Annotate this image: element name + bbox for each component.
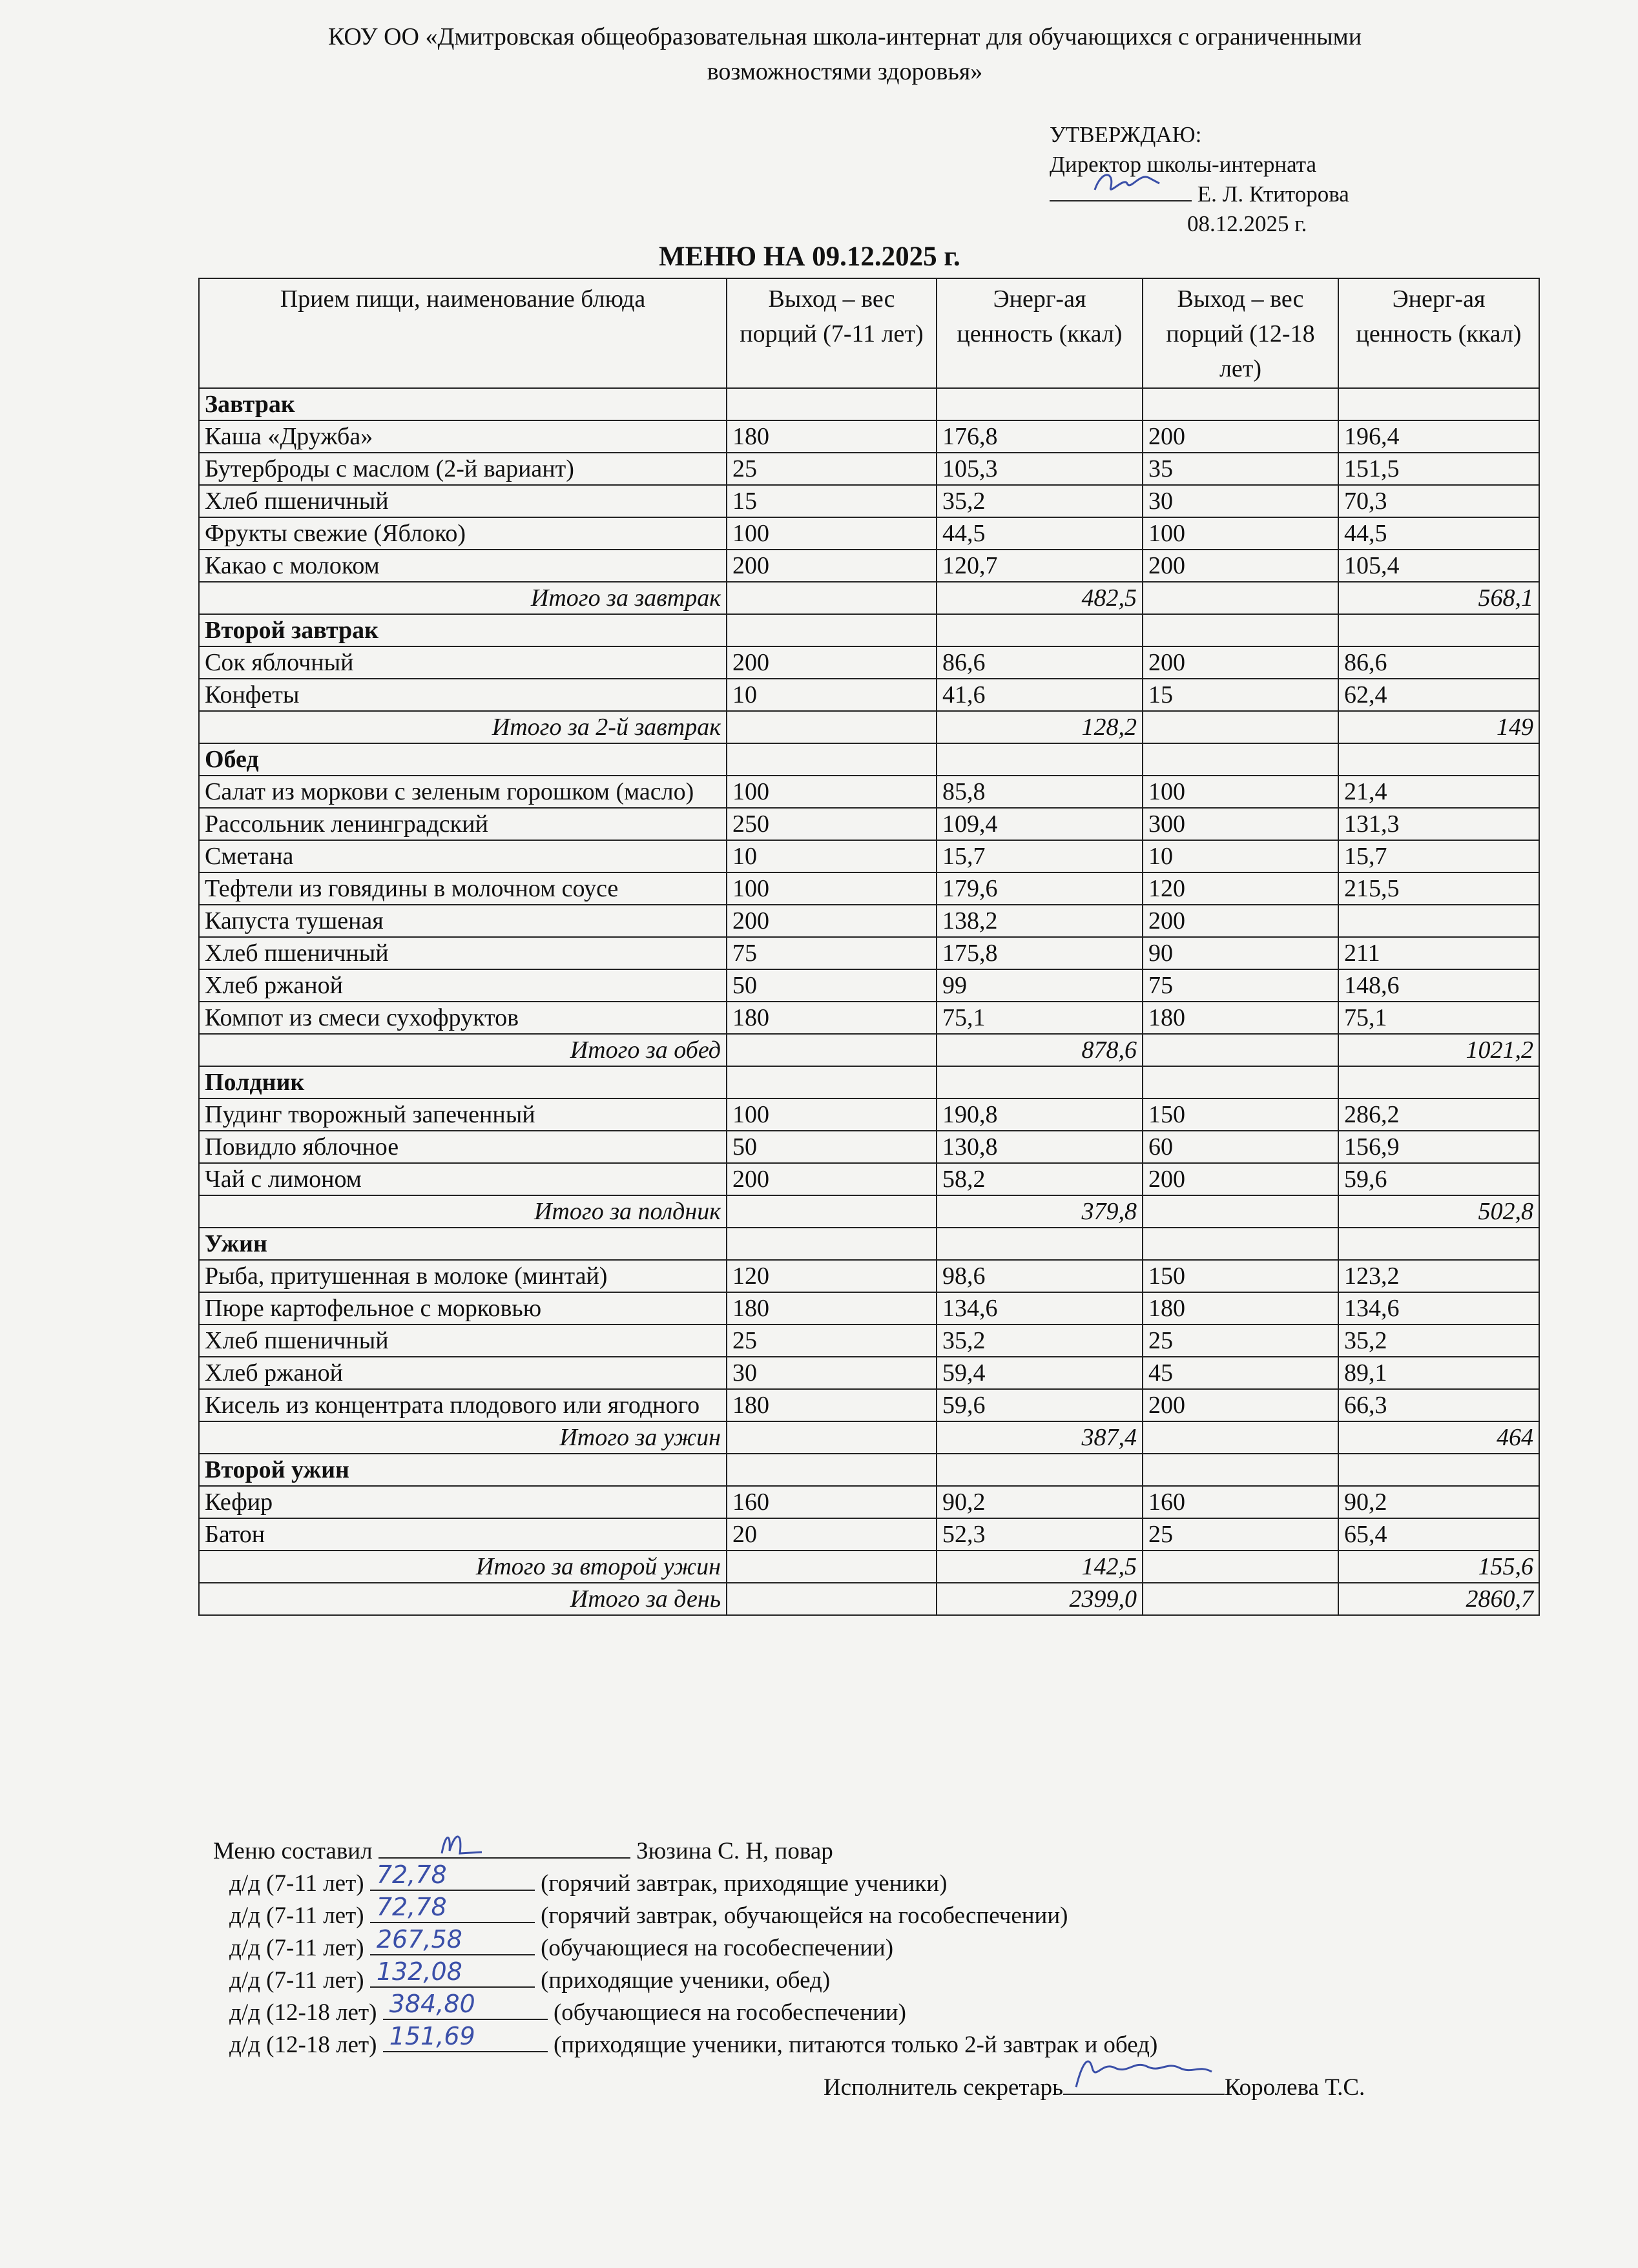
section-row [199,1454,1539,1486]
weight-12-18: 150 [1143,1260,1338,1292]
total-kcal-7-11: 142,5 [937,1551,1143,1583]
table-row [199,420,1539,453]
weight-12-18: 30 [1143,485,1338,517]
weight-7-11: 30 [727,1357,937,1389]
table-row [199,1131,1539,1163]
cost-line [229,1990,906,2029]
day-total-kcal-7-11: 2399,0 [937,1583,1143,1615]
weight-7-11: 25 [727,453,937,485]
dish-name: Компот из смеси сухофруктов [199,1002,727,1034]
weight-12-18: 200 [1143,905,1338,937]
secretary-signature-scribble-icon [1063,2048,1231,2094]
dish-name: Чай с лимоном [199,1163,727,1195]
dish-name: Бутерброды с маслом (2-й вариант) [199,453,727,485]
cost-note: (горячий завтрак, приходящие ученики) [541,1870,948,1897]
composed-name: Зюзина С. Н, повар [636,1838,833,1864]
cost-amount: 132,08 [376,1957,462,1986]
cost-age-label: д/д (12-18 лет) [229,2032,377,2058]
weight-7-11: 10 [727,840,937,872]
dish-name: Хлеб ржаной [199,969,727,1002]
section-row [199,1228,1539,1260]
total-row [199,1034,1539,1066]
table-row [199,1098,1539,1131]
cost-amount: 72,78 [376,1861,447,1889]
dish-name: Рыба, притушенная в молоке (минтай) [199,1260,727,1292]
header-weight-12-18: Выход – вес порций (12-18 лет) [1143,278,1338,388]
kcal-7-11: 120,7 [937,550,1143,582]
dish-name: Кефир [199,1486,727,1518]
cost-line [229,2022,1158,2061]
dish-name: Конфеты [199,679,727,711]
empty-cell [937,1228,1143,1260]
table-row [199,646,1539,679]
cost-amount: 267,58 [376,1925,462,1954]
approval-signature-line [1050,180,1349,209]
dish-name: Пудинг творожный запеченный [199,1098,727,1131]
kcal-7-11: 179,6 [937,872,1143,905]
weight-12-18: 200 [1143,550,1338,582]
table-row [199,905,1539,937]
header-kcal-7-11: Энерг-ая ценность (ккал) [937,278,1143,388]
weight-12-18: 75 [1143,969,1338,1002]
empty-cell [727,582,937,614]
section-title: Второй завтрак [199,614,727,646]
table-row [199,1357,1539,1389]
cost-note: (обучающиеся на гособеспечении) [553,1999,906,2026]
composed-line [213,1835,833,1868]
kcal-7-11: 75,1 [937,1002,1143,1034]
page-title: МЕНЮ НА 09.12.2025 г. [659,242,960,272]
weight-12-18: 25 [1143,1325,1338,1357]
kcal-12-18: 86,6 [1338,646,1539,679]
executor-name: Королева Т.С. [1224,2074,1365,2101]
table-row [199,969,1539,1002]
kcal-7-11: 176,8 [937,420,1143,453]
empty-cell [727,1066,937,1098]
table-row [199,453,1539,485]
cost-note: (горячий завтрак, обучающейся на гособеспечении) [541,1902,1068,1929]
section-title: Полдник [199,1066,727,1098]
dish-name: Рассольник ленинградский [199,808,727,840]
kcal-7-11: 130,8 [937,1131,1143,1163]
table-row [199,485,1539,517]
weight-7-11: 180 [727,1292,937,1325]
kcal-7-11: 105,3 [937,453,1143,485]
kcal-12-18: 131,3 [1338,808,1539,840]
empty-cell [727,1034,937,1066]
executor-label: Исполнитель секретарь [824,2074,1063,2101]
weight-12-18: 300 [1143,808,1338,840]
approval-date: 08.12.2025 г. [1187,211,1307,236]
kcal-12-18 [1338,905,1539,937]
section-title: Обед [199,743,727,776]
total-row [199,1551,1539,1583]
weight-12-18: 160 [1143,1486,1338,1518]
weight-12-18: 200 [1143,646,1338,679]
table-row [199,1002,1539,1034]
weight-12-18: 35 [1143,453,1338,485]
kcal-7-11: 35,2 [937,1325,1143,1357]
weight-7-11: 200 [727,550,937,582]
weight-7-11: 100 [727,872,937,905]
cost-age-label: д/д (7-11 лет) [229,1935,364,1961]
kcal-12-18: 44,5 [1338,517,1539,550]
weight-12-18: 200 [1143,1163,1338,1195]
weight-12-18: 25 [1143,1518,1338,1551]
table-row [199,776,1539,808]
weight-12-18: 120 [1143,872,1338,905]
empty-cell [1143,388,1338,420]
menu-table [198,278,1540,1616]
table-row [199,679,1539,711]
empty-cell [1143,1066,1338,1098]
dish-name: Сметана [199,840,727,872]
section-title: Второй ужин [199,1454,727,1486]
organization-line-1: КОУ ОО «Дмитровская общеобразовательная школа-интернат для обучающихся с ограниченными [327,23,1362,50]
total-row [199,1421,1539,1454]
kcal-12-18: 134,6 [1338,1292,1539,1325]
dish-name: Капуста тушеная [199,905,727,937]
cost-amount: 384,80 [389,1990,475,2018]
empty-cell [727,711,937,743]
total-kcal-12-18: 1021,2 [1338,1034,1539,1066]
cost-age-label: д/д (7-11 лет) [229,1967,364,1994]
total-label: Итого за второй ужин [199,1551,727,1583]
empty-cell [727,1454,937,1486]
empty-cell [727,1551,937,1583]
table-row [199,550,1539,582]
total-kcal-12-18: 568,1 [1338,582,1539,614]
table-row [199,1518,1539,1551]
total-kcal-12-18: 149 [1338,711,1539,743]
kcal-7-11: 109,4 [937,808,1143,840]
dish-name: Салат из моркови с зеленым горошком (масло) [199,776,727,808]
kcal-12-18: 105,4 [1338,550,1539,582]
kcal-12-18: 123,2 [1338,1260,1539,1292]
composed-label: Меню составил [213,1838,373,1864]
kcal-7-11: 134,6 [937,1292,1143,1325]
table-row [199,1260,1539,1292]
empty-cell [727,388,937,420]
empty-cell [937,743,1143,776]
weight-7-11: 200 [727,905,937,937]
section-row [199,388,1539,420]
total-label: Итого за 2-й завтрак [199,711,727,743]
kcal-7-11: 52,3 [937,1518,1143,1551]
cost-amount-field [370,1925,535,1955]
empty-cell [1143,1195,1338,1228]
kcal-7-11: 175,8 [937,937,1143,969]
director-signature [1050,180,1192,201]
kcal-12-18: 215,5 [1338,872,1539,905]
weight-12-18: 200 [1143,420,1338,453]
kcal-12-18: 211 [1338,937,1539,969]
kcal-7-11: 59,4 [937,1357,1143,1389]
kcal-12-18: 75,1 [1338,1002,1539,1034]
dish-name: Кисель из концентрата плодового или ягодного [199,1389,727,1421]
empty-cell [727,1228,937,1260]
header-dish: Прием пищи, наименование блюда [199,278,727,388]
empty-cell [1338,388,1539,420]
cost-age-label: д/д (7-11 лет) [229,1902,364,1929]
menu-body [199,388,1539,1615]
empty-cell [1143,1583,1338,1615]
cost-line [229,1861,948,1900]
empty-cell [727,1583,937,1615]
day-total-row [199,1583,1539,1615]
total-row [199,582,1539,614]
total-kcal-7-11: 878,6 [937,1034,1143,1066]
header-weight-7-11: Выход – вес порций (7-11 лет) [727,278,937,388]
table-row [199,808,1539,840]
kcal-12-18: 21,4 [1338,776,1539,808]
cost-line [229,1925,894,1964]
cost-amount: 151,69 [389,2022,475,2050]
weight-7-11: 50 [727,969,937,1002]
dish-name: Какао с молоком [199,550,727,582]
empty-cell [727,743,937,776]
cost-amount-field [370,1861,535,1891]
empty-cell [1143,1228,1338,1260]
empty-cell [1143,1551,1338,1583]
weight-7-11: 180 [727,420,937,453]
weight-12-18: 200 [1143,1389,1338,1421]
weight-7-11: 200 [727,1163,937,1195]
total-kcal-12-18: 464 [1338,1421,1539,1454]
weight-12-18: 180 [1143,1292,1338,1325]
weight-7-11: 75 [727,937,937,969]
dish-name: Хлеб пшеничный [199,485,727,517]
empty-cell [1143,582,1338,614]
weight-7-11: 100 [727,517,937,550]
header-kcal-12-18: Энерг-ая ценность (ккал) [1338,278,1539,388]
table-row [199,937,1539,969]
table-row [199,840,1539,872]
total-label: Итого за обед [199,1034,727,1066]
total-kcal-7-11: 128,2 [937,711,1143,743]
kcal-12-18: 151,5 [1338,453,1539,485]
empty-cell [937,388,1143,420]
weight-7-11: 20 [727,1518,937,1551]
weight-12-18: 150 [1143,1098,1338,1131]
dish-name: Пюре картофельное с морковью [199,1292,727,1325]
kcal-12-18: 35,2 [1338,1325,1539,1357]
weight-7-11: 100 [727,776,937,808]
kcal-7-11: 59,6 [937,1389,1143,1421]
kcal-12-18: 15,7 [1338,840,1539,872]
table-row [199,1292,1539,1325]
approval-position: Директор школы-интерната [1050,152,1317,177]
section-title: Завтрак [199,388,727,420]
cost-note: (обучающиеся на гособеспечении) [541,1935,894,1961]
table-row [199,1486,1539,1518]
kcal-7-11: 98,6 [937,1260,1143,1292]
weight-7-11: 200 [727,646,937,679]
kcal-12-18: 90,2 [1338,1486,1539,1518]
dish-name: Батон [199,1518,727,1551]
cost-amount-field [383,1990,548,2020]
empty-cell [1143,1034,1338,1066]
weight-7-11: 25 [727,1325,937,1357]
signature-scribble-icon [1088,164,1166,203]
empty-cell [1143,1454,1338,1486]
total-kcal-7-11: 379,8 [937,1195,1143,1228]
kcal-12-18: 148,6 [1338,969,1539,1002]
weight-12-18: 15 [1143,679,1338,711]
dish-name: Тефтели из говядины в молочном соусе [199,872,727,905]
weight-12-18: 10 [1143,840,1338,872]
weight-12-18: 45 [1143,1357,1338,1389]
total-kcal-12-18: 502,8 [1338,1195,1539,1228]
table-row [199,1389,1539,1421]
director-name: Е. Л. Ктиторова [1197,181,1349,207]
table-header-row [199,278,1539,388]
weight-7-11: 180 [727,1389,937,1421]
section-row [199,743,1539,776]
total-label: Итого за ужин [199,1421,727,1454]
kcal-7-11: 85,8 [937,776,1143,808]
cost-line [229,1957,831,1997]
weight-7-11: 50 [727,1131,937,1163]
day-total-kcal-12-18: 2860,7 [1338,1583,1539,1615]
table-row [199,1163,1539,1195]
total-kcal-12-18: 155,6 [1338,1551,1539,1583]
empty-cell [937,614,1143,646]
total-row [199,711,1539,743]
empty-cell [1143,1421,1338,1454]
total-kcal-7-11: 387,4 [937,1421,1143,1454]
dish-name: Фрукты свежие (Яблоко) [199,517,727,550]
kcal-12-18: 286,2 [1338,1098,1539,1131]
kcal-7-11: 86,6 [937,646,1143,679]
table-row [199,1325,1539,1357]
cost-age-label: д/д (7-11 лет) [229,1870,364,1897]
empty-cell [1338,1228,1539,1260]
weight-12-18: 100 [1143,517,1338,550]
kcal-12-18: 156,9 [1338,1131,1539,1163]
empty-cell [1143,711,1338,743]
kcal-7-11: 41,6 [937,679,1143,711]
weight-7-11: 250 [727,808,937,840]
section-row [199,1066,1539,1098]
empty-cell [1143,743,1338,776]
total-kcal-7-11: 482,5 [937,582,1143,614]
total-row [199,1195,1539,1228]
empty-cell [1143,614,1338,646]
empty-cell [727,1195,937,1228]
kcal-7-11: 190,8 [937,1098,1143,1131]
weight-12-18: 100 [1143,776,1338,808]
empty-cell [727,614,937,646]
empty-cell [937,1454,1143,1486]
cook-signature-scribble-icon [437,1828,495,1860]
dish-name: Повидло яблочное [199,1131,727,1163]
kcal-7-11: 35,2 [937,485,1143,517]
cost-amount-field [370,1957,535,1988]
empty-cell [937,1066,1143,1098]
kcal-7-11: 58,2 [937,1163,1143,1195]
dish-name: Хлеб пшеничный [199,937,727,969]
weight-12-18: 90 [1143,937,1338,969]
dish-name: Сок яблочный [199,646,727,679]
executor-line [824,2072,1365,2104]
cost-note: (приходящие ученики, обед) [541,1967,831,1994]
section-title: Ужин [199,1228,727,1260]
cost-amount-field [383,2022,548,2052]
dish-name: Хлеб ржаной [199,1357,727,1389]
empty-cell [727,1421,937,1454]
kcal-7-11: 138,2 [937,905,1143,937]
weight-7-11: 100 [727,1098,937,1131]
weight-7-11: 160 [727,1486,937,1518]
kcal-12-18: 196,4 [1338,420,1539,453]
kcal-7-11: 99 [937,969,1143,1002]
total-label: Итого за завтрак [199,582,727,614]
cost-amount: 72,78 [376,1893,447,1921]
cost-line [229,1893,1068,1932]
dish-name: Каша «Дружба» [199,420,727,453]
section-row [199,614,1539,646]
empty-cell [1338,743,1539,776]
empty-cell [1338,614,1539,646]
organization-line-2: возможностями здоровья» [707,58,983,85]
empty-cell [1338,1454,1539,1486]
empty-cell [1338,1066,1539,1098]
dish-name: Хлеб пшеничный [199,1325,727,1357]
weight-7-11: 120 [727,1260,937,1292]
weight-12-18: 180 [1143,1002,1338,1034]
weight-7-11: 180 [727,1002,937,1034]
kcal-12-18: 59,6 [1338,1163,1539,1195]
secretary-signature [1063,2072,1225,2095]
cost-amount-field [370,1893,535,1923]
weight-7-11: 15 [727,485,937,517]
weight-7-11: 10 [727,679,937,711]
kcal-12-18: 70,3 [1338,485,1539,517]
kcal-7-11: 90,2 [937,1486,1143,1518]
approval-label: УТВЕРЖДАЮ: [1050,122,1202,147]
total-label: Итого за полдник [199,1195,727,1228]
kcal-7-11: 15,7 [937,840,1143,872]
kcal-12-18: 62,4 [1338,679,1539,711]
cook-signature [378,1835,630,1859]
cost-age-label: д/д (12-18 лет) [229,1999,377,2026]
cost-note: (приходящие ученики, питаются только 2-й завтрак и обед) [553,2032,1158,2058]
table-row [199,517,1539,550]
kcal-12-18: 89,1 [1338,1357,1539,1389]
day-total-label: Итого за день [199,1583,727,1615]
weight-12-18: 60 [1143,1131,1338,1163]
table-row [199,872,1539,905]
kcal-7-11: 44,5 [937,517,1143,550]
kcal-12-18: 65,4 [1338,1518,1539,1551]
kcal-12-18: 66,3 [1338,1389,1539,1421]
